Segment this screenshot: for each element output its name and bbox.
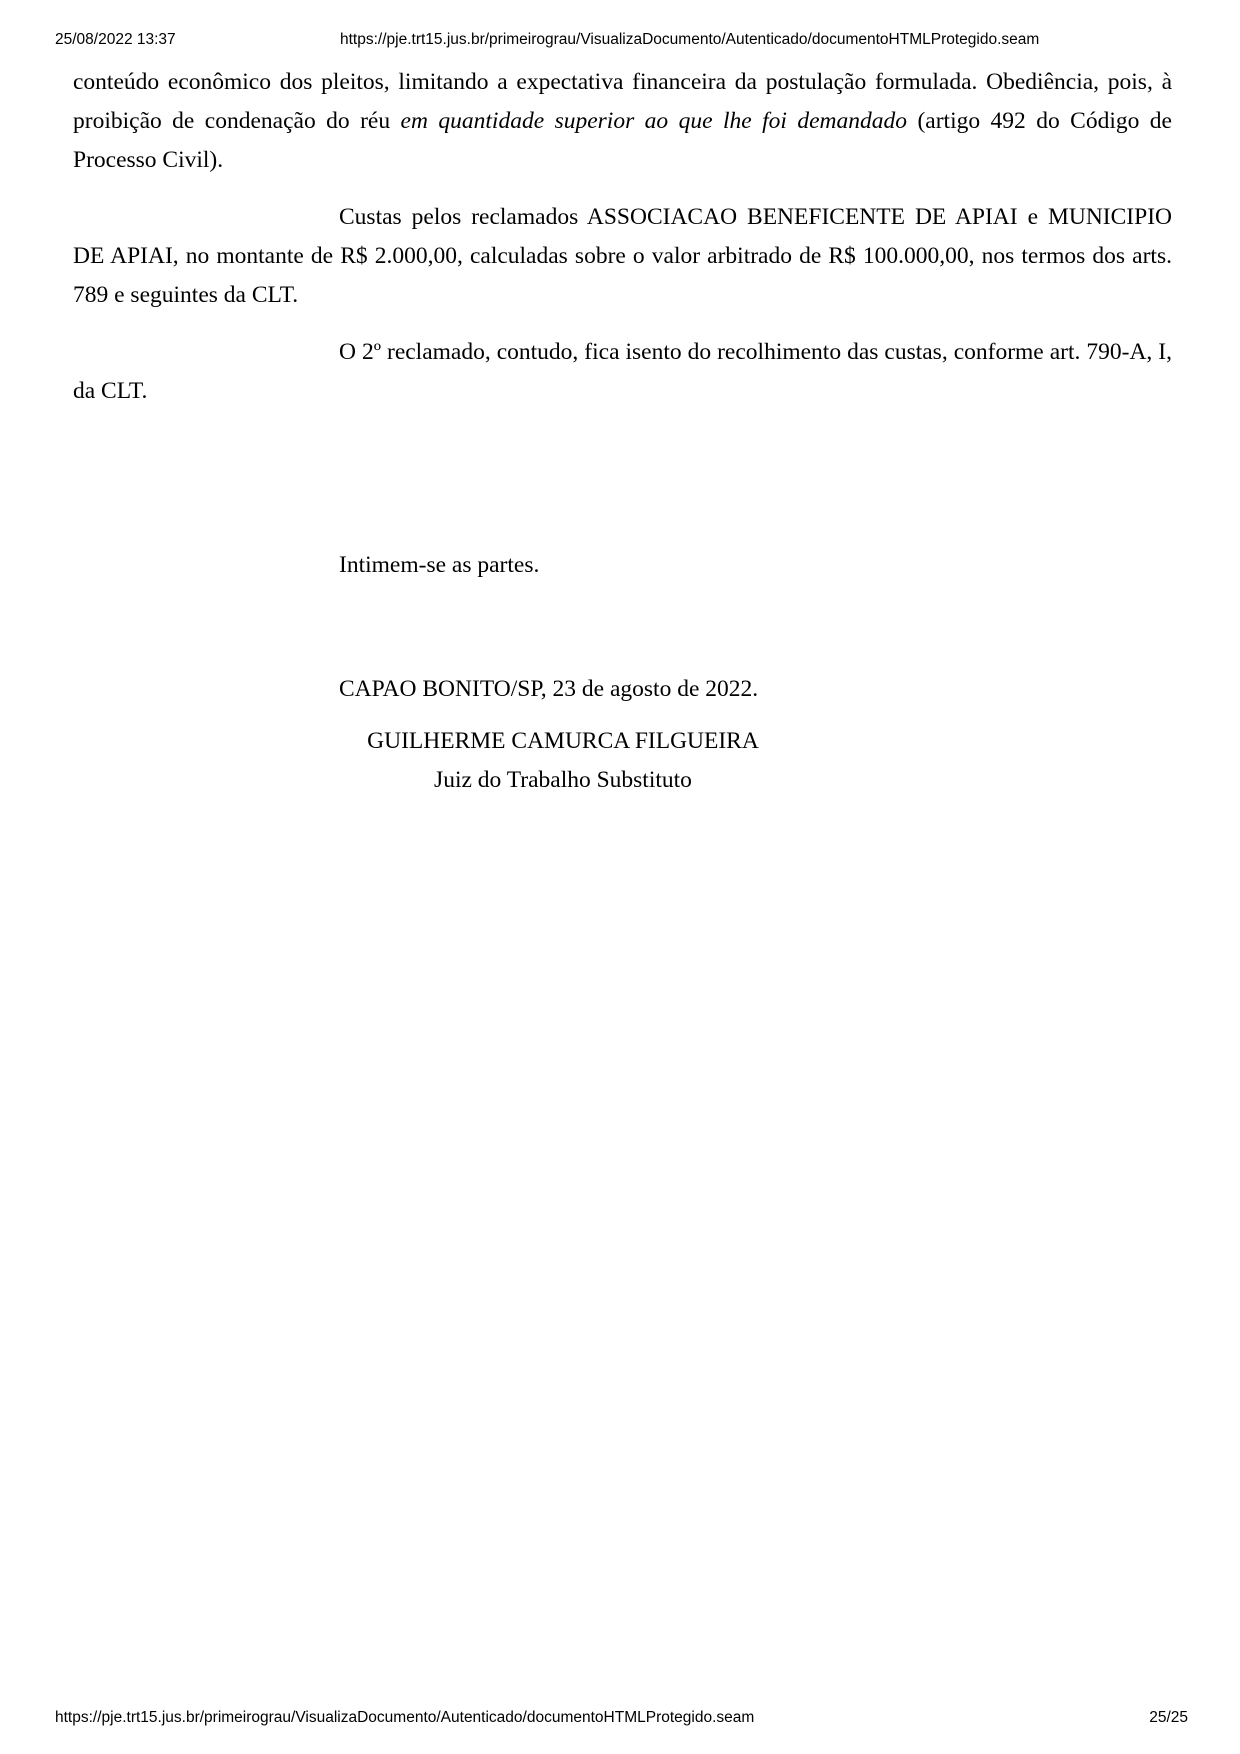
paragraph-isencao: O 2º reclamado, contudo, fica isento do recolhimento das custas, conforme art. 790-A, I, da CLT. (73, 339, 1172, 404)
paragraph-valor-condenacao (73, 63, 1172, 180)
paragraph-text: (artigo 492 do Código de Processo Civil). (73, 108, 1172, 173)
print-header-url: https://pje.trt15.jus.br/primeirograu/VisualizaDocumento/Autenticado/documentoHTMLProtegido.seam (340, 31, 1040, 48)
page-number: 25/25 (1149, 1709, 1188, 1726)
paragraph-italic-text: em quantidade superior ao que lhe foi demandado (400, 108, 908, 134)
signature-title: Juiz do Trabalho Substituto (434, 767, 692, 793)
place-and-date: CAPAO BONITO/SP, 23 de agosto de 2022. (339, 676, 759, 702)
paragraph-text: conteúdo econômico dos pleitos, limitando a expectativa financeira da postulação formulada. Obediência, pois, à proibição de condenação do réu (73, 69, 1172, 134)
paragraph-intimacao: Intimem-se as partes. (339, 552, 540, 578)
signature-block (73, 722, 863, 800)
paragraph-custas: Custas pelos reclamados ASSOCIACAO BENEFICENTE DE APIAI e MUNICIPIO DE APIAI, no montante de R$ 2.000,00, calculadas sobre o valor arbitrado de R$ 100.000,00, nos termos dos arts. 789 e seguintes da CLT. (73, 204, 1172, 308)
print-footer-url: https://pje.trt15.jus.br/primeirograu/VisualizaDocumento/Autenticado/documentoHTMLProtegido.seam (55, 1709, 755, 1726)
print-header-datetime: 25/08/2022 13:37 (55, 31, 176, 48)
document-body (73, 63, 1172, 800)
signature-name: GUILHERME CAMURCA FILGUEIRA (367, 728, 759, 754)
